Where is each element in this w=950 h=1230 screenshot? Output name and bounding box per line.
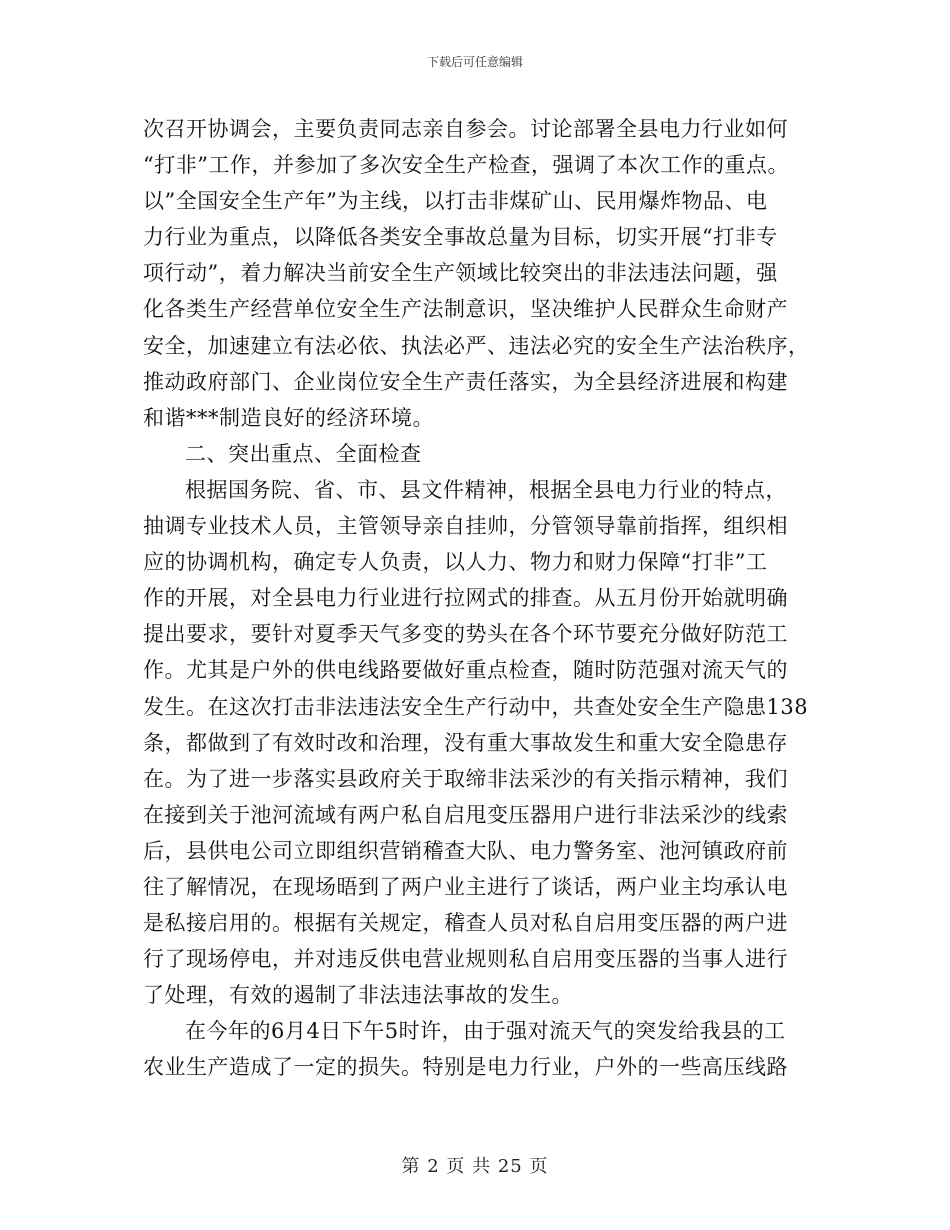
text-line: 农业生产造成了一定的损失。特别是电力行业，户外的一些高压线路 [143, 1055, 788, 1080]
text-line: “打非”工作，并参加了多次安全生产检查，强调了本次工作的重点。 [143, 153, 789, 178]
text-line: 项行动”，着力解决当前安全生产领域比较突出的非法违法问题，强 [143, 261, 778, 286]
text-line: 了处理，有效的遏制了非法违法事故的发生。 [143, 983, 573, 1008]
text-line: 力行业为重点，以降低各类安全事故总量为目标，切实开展“打非专 [143, 225, 778, 250]
text-line: 应的协调机构，确定专人负责，以人力、物力和财力保障“打非”工 [143, 550, 768, 575]
text-line: 是私接启用的。根据有关规定，稽查人员对私自启用变压器的两户进 [143, 911, 788, 936]
text-line: 后，县供电公司立即组织营销稽查大队、电力警务室、池河镇政府前 [143, 838, 788, 863]
paragraph-start-line: 在今年的6月4日下午5时许，由于强对流天气的突发给我县的工 [185, 1019, 786, 1044]
paragraph-start-line: 根据国务院、省、市、县文件精神，根据全县电力行业的特点， [185, 477, 787, 502]
text-line: 和谐***制造良好的经济环境。 [143, 405, 434, 430]
text-line: 发生。在这次打击非法违法安全生产行动中，共查处安全生产隐患138 [143, 694, 809, 719]
text-line: 次召开协调会，主要负责同志亲自参会。讨论部署全县电力行业如何 [143, 117, 788, 141]
section-heading: 二、突出重点、全面检查 [185, 441, 422, 466]
text-line: 作。尤其是户外的供电线路要做好重点检查，随时防范强对流天气的 [143, 658, 788, 683]
document-body [143, 111, 811, 1086]
text-line: 在接到关于池河流域有两户私自启甩变压器用户进行非法采沙的线索 [143, 802, 788, 827]
text-line: 往了解情况，在现场晤到了两户业主进行了谈话，两户业主均承认电 [143, 874, 788, 899]
text-line: 安全，加速建立有法必依、执法必严、违法必究的安全生产法治秩序， [143, 333, 810, 358]
text-line: 作的开展，对全县电力行业进行拉网式的排查。从五月份开始就明确 [143, 586, 788, 611]
text-line: 条，都做到了有效时改和治理，没有重大事故发生和重大安全隐患存 [143, 730, 788, 755]
page-number-footer: 第 2 页 共 25 页 [401, 1156, 549, 1177]
text-line: 推动政府部门、企业岗位安全生产责任落实，为全县经济进展和构建 [143, 369, 788, 394]
text-line: 在。为了进一步落实县政府关于取缔非法采沙的有关指示精神，我们 [143, 766, 788, 791]
text-line: 以”全国安全生产年”为主线，以打击非煤矿山、民用爆炸物品、电 [143, 189, 768, 214]
text-line: 提出要求，要针对夏季天气多变的势头在各个环节要充分做好防范工 [143, 622, 788, 647]
text-line: 化各类生产经营单位安全生产法制意识，坚决维护人民群众生命财产 [143, 297, 788, 322]
text-line: 抽调专业技术人员，主管领导亲自挂帅，分管领导靠前指挥，组织相 [143, 514, 788, 539]
page-header: 下载后可任意编辑 [426, 55, 523, 69]
text-line: 行了现场停电，并对违反供电营业规则私自启用变压器的当事人进行 [143, 947, 788, 972]
